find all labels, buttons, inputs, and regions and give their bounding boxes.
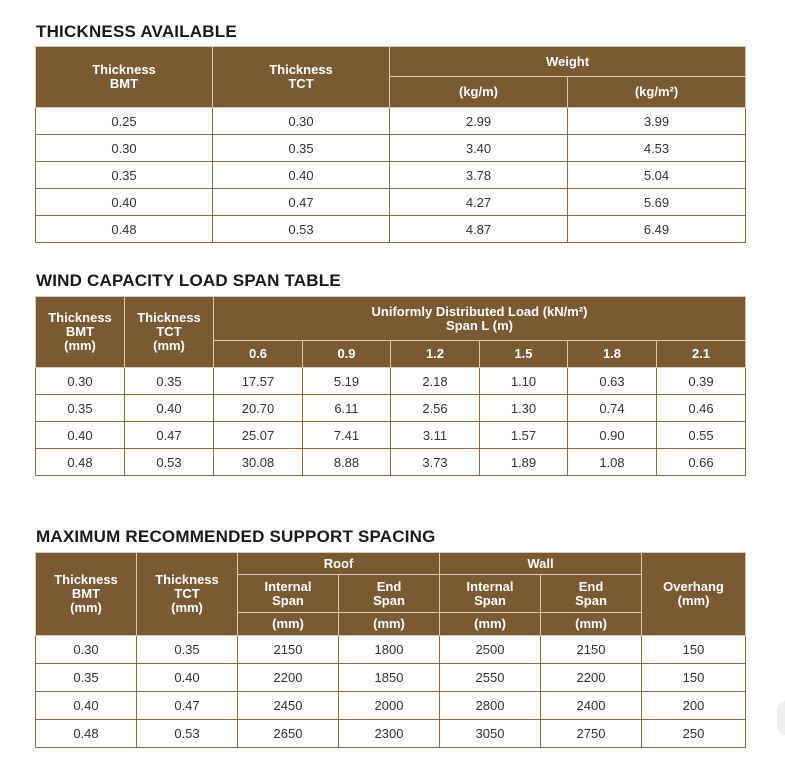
- table-cell: 8.88: [303, 449, 391, 476]
- table-cell: 0.40: [125, 395, 214, 422]
- table-cell: 5.69: [568, 189, 746, 216]
- header-kg-per-m2: (kg/m²): [568, 77, 746, 108]
- table-cell: 0.35: [36, 162, 213, 189]
- header-roof-end-mm: (mm): [339, 613, 440, 636]
- table-row: [36, 395, 746, 422]
- header-roof-internal-span: Internal Span: [238, 575, 339, 613]
- table-cell: 30.08: [214, 449, 303, 476]
- table-cell: 6.49: [568, 216, 746, 243]
- table-cell: 2.56: [391, 395, 480, 422]
- table-cell: 2200: [238, 664, 339, 692]
- table-row: [36, 664, 746, 692]
- header-span-2-1: 2.1: [657, 341, 746, 368]
- header-overhang: Overhang (mm): [642, 553, 746, 636]
- table-cell: 1.10: [480, 368, 568, 395]
- table-cell: 1.08: [568, 449, 657, 476]
- header-span-1-8: 1.8: [568, 341, 657, 368]
- thickness-available-title: THICKNESS AVAILABLE: [36, 22, 237, 41]
- support-spacing-table: [35, 552, 746, 748]
- header-span-0-9: 0.9: [303, 341, 391, 368]
- table-cell: 2.18: [391, 368, 480, 395]
- table-cell: 2.99: [390, 108, 568, 135]
- table-row: [36, 108, 746, 135]
- table-cell: 0.63: [568, 368, 657, 395]
- table-cell: 1.89: [480, 449, 568, 476]
- table-cell: 5.04: [568, 162, 746, 189]
- header-udl: Uniformly Distributed Load (kN/m²) Span L (m): [214, 297, 746, 341]
- table-cell: 5.19: [303, 368, 391, 395]
- table-cell: 0.40: [36, 422, 125, 449]
- support-spacing-title: MAXIMUM RECOMMENDED SUPPORT SPACING: [36, 527, 436, 546]
- table-cell: 3.11: [391, 422, 480, 449]
- table-row: [36, 189, 746, 216]
- table-cell: 0.53: [137, 720, 238, 748]
- header-wall-end-mm: (mm): [541, 613, 642, 636]
- header-thickness-tct: Thickness TCT (mm): [125, 297, 214, 368]
- table-cell: 17.57: [214, 368, 303, 395]
- table-cell: 0.40: [36, 692, 137, 720]
- header-kg-per-m: (kg/m): [390, 77, 568, 108]
- header-wall-internal-mm: (mm): [440, 613, 541, 636]
- table-cell: 7.41: [303, 422, 391, 449]
- scroll-edge-decoration: [777, 700, 785, 736]
- table-cell: 2750: [541, 720, 642, 748]
- header-wall: Wall: [440, 553, 642, 575]
- thickness-available-table: [35, 46, 746, 243]
- table-cell: 2650: [238, 720, 339, 748]
- header-span-1-2: 1.2: [391, 341, 480, 368]
- table-cell: 2150: [238, 636, 339, 664]
- table-row: [36, 692, 746, 720]
- header-thickness-bmt: Thickness BMT: [36, 47, 213, 108]
- table-cell: 0.39: [657, 368, 746, 395]
- table-cell: 0.35: [36, 664, 137, 692]
- table-cell: 3.78: [390, 162, 568, 189]
- table-cell: 150: [642, 636, 746, 664]
- header-span-1-5: 1.5: [480, 341, 568, 368]
- table-cell: 3050: [440, 720, 541, 748]
- table-cell: 0.48: [36, 216, 213, 243]
- table-row: [36, 720, 746, 748]
- table-cell: 0.74: [568, 395, 657, 422]
- table-cell: 0.48: [36, 720, 137, 748]
- table-cell: 2300: [339, 720, 440, 748]
- table-cell: 2150: [541, 636, 642, 664]
- table-cell: 1800: [339, 636, 440, 664]
- table-cell: 2800: [440, 692, 541, 720]
- table-cell: 0.90: [568, 422, 657, 449]
- table-cell: 0.46: [657, 395, 746, 422]
- header-roof-end-span: End Span: [339, 575, 440, 613]
- table-cell: 1.57: [480, 422, 568, 449]
- table-cell: 250: [642, 720, 746, 748]
- wind-capacity-table: [35, 296, 746, 476]
- table-cell: 0.30: [36, 636, 137, 664]
- table-cell: 2400: [541, 692, 642, 720]
- header-thickness-bmt: Thickness BMT (mm): [36, 297, 125, 368]
- table-cell: 3.40: [390, 135, 568, 162]
- table-cell: 25.07: [214, 422, 303, 449]
- wind-capacity-title: WIND CAPACITY LOAD SPAN TABLE: [36, 271, 341, 290]
- table-cell: 0.47: [213, 189, 390, 216]
- header-thickness-tct: Thickness TCT (mm): [137, 553, 238, 636]
- table-cell: 4.87: [390, 216, 568, 243]
- table-row: [36, 162, 746, 189]
- table-cell: 150: [642, 664, 746, 692]
- table-cell: 200: [642, 692, 746, 720]
- header-thickness-bmt: Thickness BMT (mm): [36, 553, 137, 636]
- header-roof-internal-mm: (mm): [238, 613, 339, 636]
- table-cell: 2200: [541, 664, 642, 692]
- table-cell: 0.40: [36, 189, 213, 216]
- table-row: [36, 368, 746, 395]
- table-cell: 0.47: [125, 422, 214, 449]
- header-thickness-tct: Thickness TCT: [213, 47, 390, 108]
- table-cell: 0.47: [137, 692, 238, 720]
- table-row: [36, 216, 746, 243]
- table-cell: 3.99: [568, 108, 746, 135]
- header-wall-end-span: End Span: [541, 575, 642, 613]
- header-roof: Roof: [238, 553, 440, 575]
- table-cell: 2500: [440, 636, 541, 664]
- table-cell: 0.53: [125, 449, 214, 476]
- table-cell: 0.35: [137, 636, 238, 664]
- table-row: [36, 636, 746, 664]
- table-cell: 2450: [238, 692, 339, 720]
- table-cell: 20.70: [214, 395, 303, 422]
- table-row: [36, 422, 746, 449]
- table-cell: 1.30: [480, 395, 568, 422]
- table-cell: 0.35: [36, 395, 125, 422]
- header-weight: Weight: [390, 47, 746, 77]
- table-cell: 2550: [440, 664, 541, 692]
- table-cell: 0.30: [36, 135, 213, 162]
- table-cell: 0.53: [213, 216, 390, 243]
- table-cell: 4.53: [568, 135, 746, 162]
- table-cell: 0.25: [36, 108, 213, 135]
- table-row: [36, 449, 746, 476]
- table-cell: 3.73: [391, 449, 480, 476]
- table-cell: 0.66: [657, 449, 746, 476]
- table-cell: 0.30: [36, 368, 125, 395]
- table-cell: 0.48: [36, 449, 125, 476]
- table-cell: 0.40: [137, 664, 238, 692]
- table-cell: 6.11: [303, 395, 391, 422]
- table-cell: 0.35: [213, 135, 390, 162]
- table-cell: 1850: [339, 664, 440, 692]
- table-cell: 4.27: [390, 189, 568, 216]
- table-cell: 0.55: [657, 422, 746, 449]
- header-span-0-6: 0.6: [214, 341, 303, 368]
- header-wall-internal-span: Internal Span: [440, 575, 541, 613]
- table-row: [36, 135, 746, 162]
- table-cell: 0.40: [213, 162, 390, 189]
- table-cell: 0.35: [125, 368, 214, 395]
- table-cell: 0.30: [213, 108, 390, 135]
- table-cell: 2000: [339, 692, 440, 720]
